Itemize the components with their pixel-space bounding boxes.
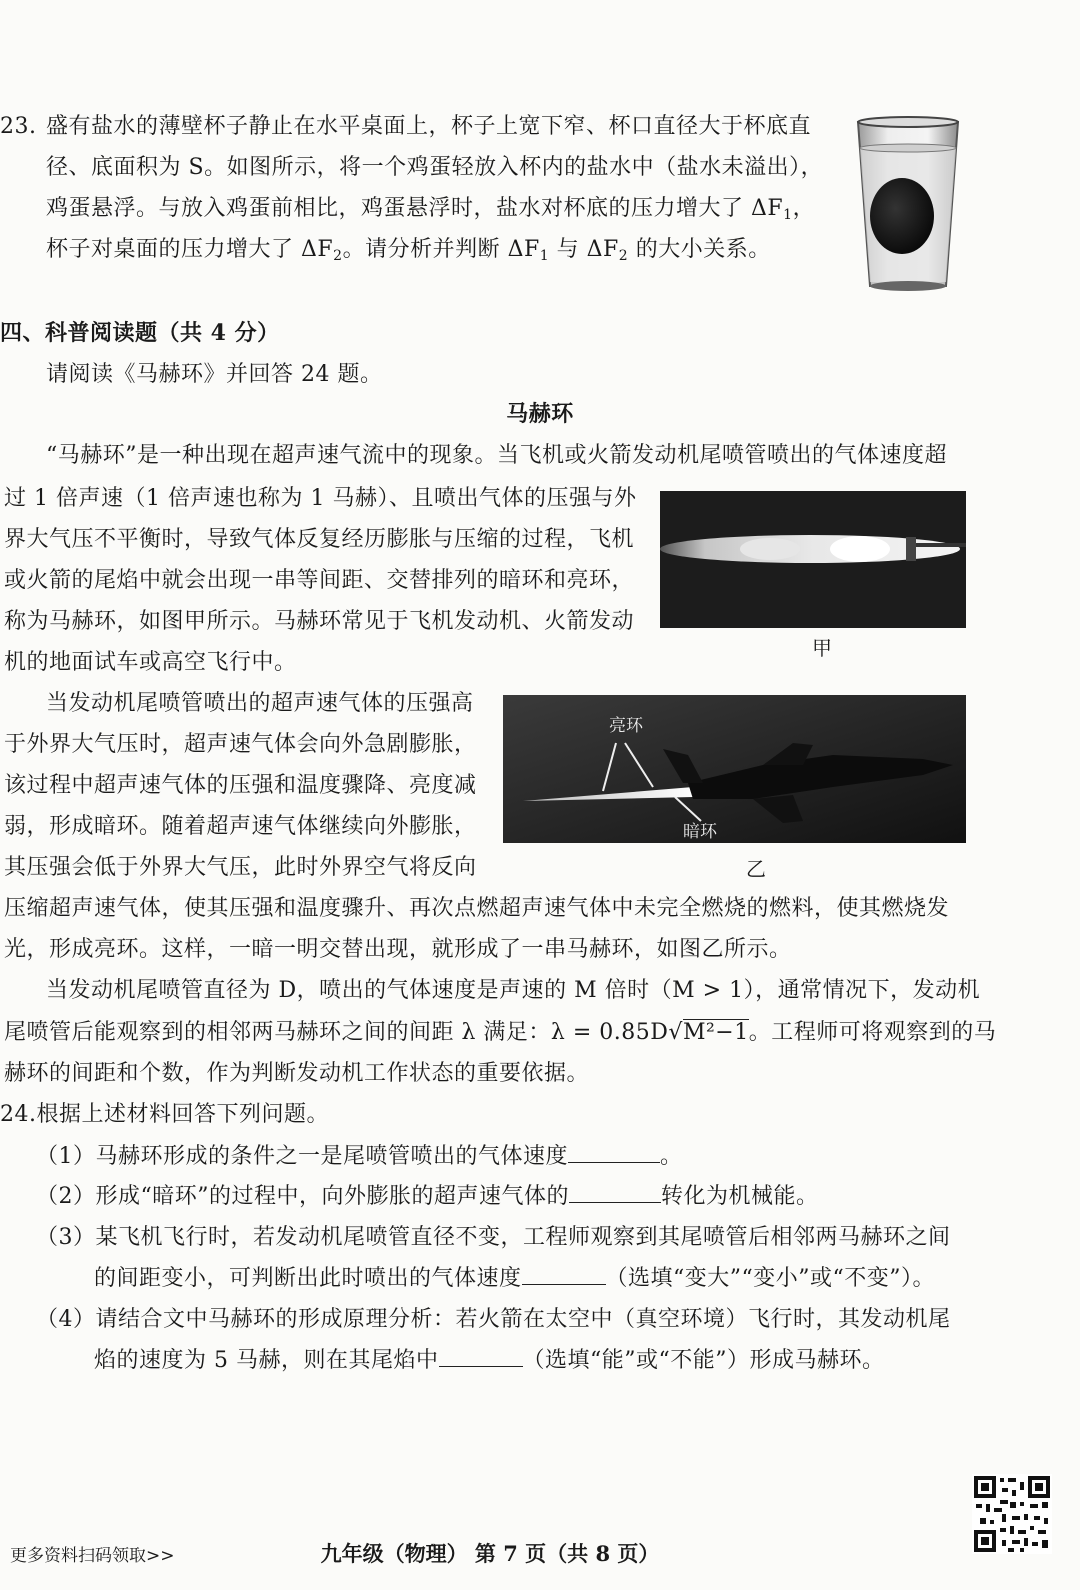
glass-with-egg-figure [852,114,964,294]
answer-blank-2[interactable] [569,1182,661,1203]
question-number: 23. [0,114,37,139]
footer-promo-link[interactable]: 更多资料扫码领取>> [10,1546,175,1566]
reading-instruction: 请阅读《马赫环》并回答 24 题。 [46,362,383,387]
page-footer: 九年级（物理） 第 7 页（共 8 页） [320,1541,660,1566]
article-p2-line3: 该过程中超声速气体的压强和温度骤降、亮度减 [4,773,477,798]
figure-a-photo [660,491,966,628]
figure-b-photo [503,695,966,843]
q23-line2: 径、底面积为 S。如图所示，将一个鸡蛋轻放入杯内的盐水中（盐水未溢出）， [46,155,824,180]
q24-sub3-line2: 的间距变小，可判断出此时喷出的气体速度 （选填“变大”“变小”或“不变”）。 [94,1266,935,1291]
section-heading: 四、科普阅读题（共 4 分） [0,320,280,346]
question-24 [0,1094,329,1135]
bright-ring-label: 亮环 [609,716,643,736]
egg-shape [870,178,934,254]
article-p2-line4: 弱，形成暗环。随着超声速气体继续向外膨胀， [4,814,477,839]
article-p2-line7: 光，形成亮环。这样，一暗一明交替出现，就形成了一串马赫环，如图乙所示。 [4,937,792,962]
q24-stem: 根据上述材料回答下列问题。 [36,1102,330,1127]
qr-code-icon[interactable] [972,1474,1052,1554]
article-p3-line3: 赫环的间距和个数，作为判断发动机工作状态的重要依据。 [4,1061,590,1086]
article-p1-line3: 界大气压不平衡时，导致气体反复经历膨胀与压缩的过程，飞机 [4,527,635,552]
formula-radicand: M²−1 [682,1020,749,1045]
article-p2-line6: 压缩超声速气体，使其压强和温度骤升、再次点燃超声速气体中未完全燃烧的燃料，使其燃烧发 [4,896,950,921]
q24-sub3-line1: （3）某飞机飞行时，若发动机尾喷管直径不变，工程师观察到其尾喷管后相邻两马赫环之间 [36,1225,951,1250]
article-p1-line6: 机的地面试车或高空飞行中。 [4,650,297,675]
q24-sub4-line2: 焰的速度为 5 马赫，则在其尾焰中 （选填“能”或“不能”）形成马赫环。 [94,1348,885,1373]
article-title: 马赫环 [506,401,574,427]
q23-line1: 盛有盐水的薄壁杯子静止在水平桌面上，杯子上宽下窄、杯口直径大于杯底直 [46,114,812,139]
q24-sub4-line1: （4）请结合文中马赫环的形成原理分析：若火箭在太空中（真空环境）飞行时，其发动机尾 [36,1307,951,1332]
article-p2-line1: 当发动机尾喷管喷出的超声速气体的压强高 [46,691,474,716]
question-number: 24. [0,1102,37,1127]
article-p2-line5: 其压强会低于外界大气压，此时外界空气将反向 [4,855,477,880]
figure-a-label: 甲 [812,636,832,660]
q24-sub2: （2）形成“暗环”的过程中，向外膨胀的超声速气体的 转化为机械能。 [36,1184,819,1209]
dark-ring-label: 暗环 [683,822,717,842]
q23-line4: 杯子对桌面的压力增大了 $\Delta F_2$。请分析并判断 $\Delta F_1$ 与 $\Delta F_2$ 的大小关系。 [46,237,771,264]
article-p1-line2: 过 1 倍声速（1 倍声速也称为 1 马赫）、且喷出气体的压强与外 [4,486,637,511]
article-p3-line1: 当发动机尾喷管直径为 D，喷出的气体速度是声速的 M 倍时（M > 1），通常情况下，发动机 [46,978,981,1003]
article-p1-line4: 或火箭的尾焰中就会出现一串等间距、交替排列的暗环和亮环， [4,568,635,593]
q23-line3: 鸡蛋悬浮。与放入鸡蛋前相比，鸡蛋悬浮时，盐水对杯底的压力增大了 $\Delta F_1$， [46,196,816,223]
answer-blank-4[interactable] [439,1346,523,1367]
answer-blank-1[interactable] [568,1142,660,1163]
article-p1-line1: “马赫环”是一种出现在超声速气流中的现象。当飞机或火箭发动机尾喷管喷出的气体速度超 [46,443,947,468]
answer-blank-3[interactable] [522,1264,606,1285]
article-p1-line5: 称为马赫环，如图甲所示。马赫环常见于飞机发动机、火箭发动 [4,609,635,634]
figure-b-label: 乙 [746,857,766,881]
article-p3-line2: 尾喷管后能观察到的相邻两马赫环之间的间距 λ 满足：λ = 0.85D√M²−1。工程师可将观察到的马 [4,1020,997,1045]
q24-sub1: （1）马赫环形成的条件之一是尾喷管喷出的气体速度 。 [36,1144,683,1169]
article-p2-line2: 于外界大气压时，超声速气体会向外急剧膨胀， [4,732,477,757]
